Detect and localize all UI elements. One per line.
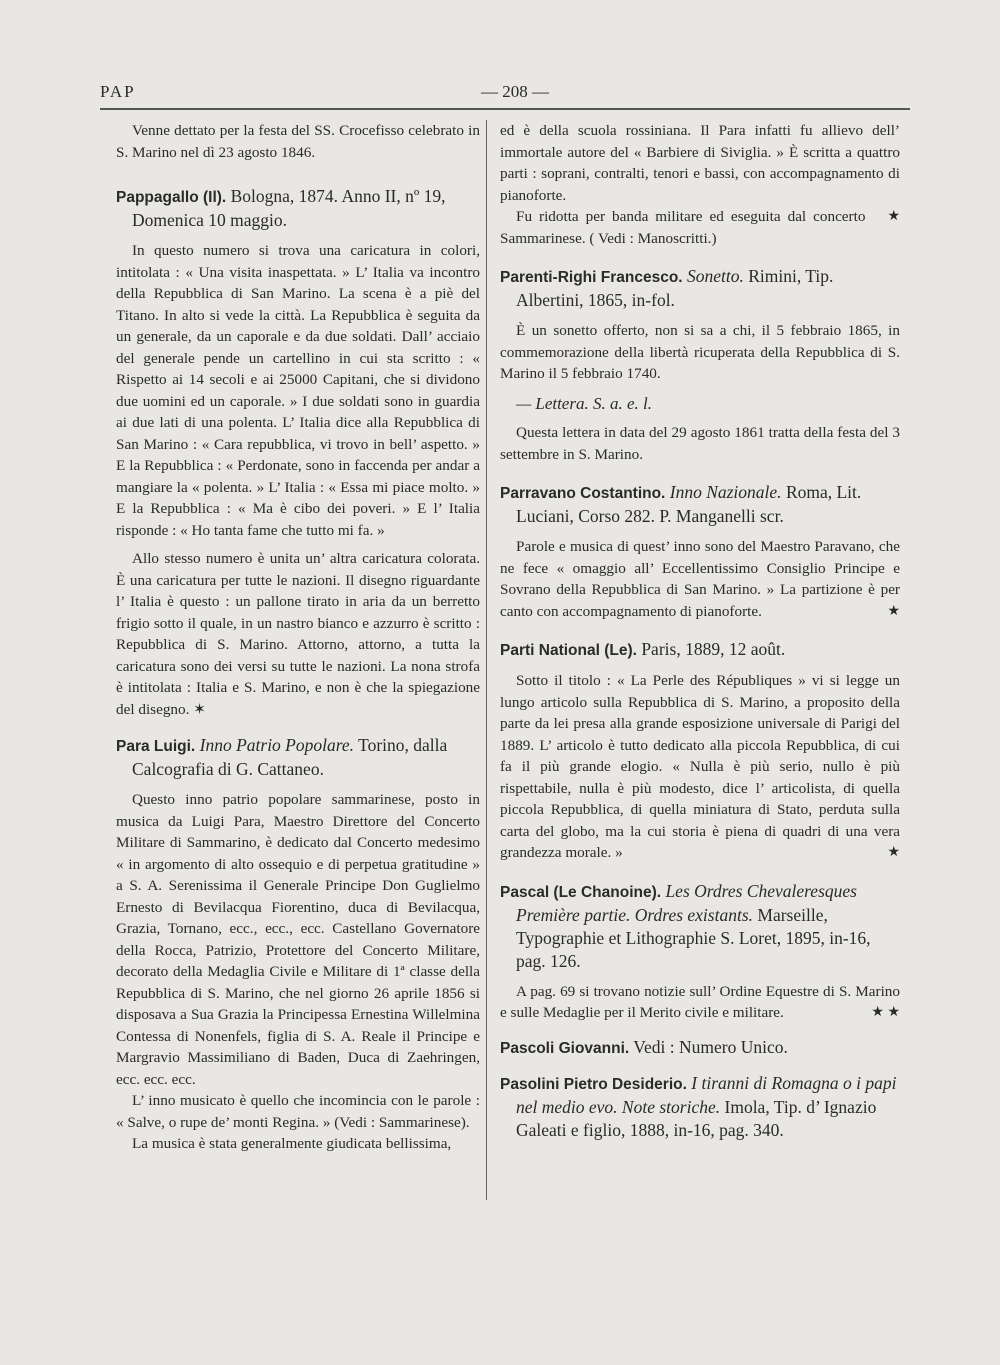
entry-pappagallo [116,185,480,720]
continued-paragraph: ed è della scuola rossiniana. Il Para infatti fu allievo dell’ immortale autore del « Barbiere di Siviglia. » È scritta a quattro parti : soprani, contralti, tenori e bassi, con accompagnamento di pianoforte. [500,122,900,204]
entry-name: Pascal (Le Chanoine). [500,883,662,901]
entry-heading [500,880,900,973]
paragraph: A pag. 69 si trovano notizie sull’ Ordine Equestre di S. Marino e sulle Medaglie per il Merito civile e militare. ★ ★ [500,981,900,1024]
entry-name: Pascoli Giovanni. [500,1039,630,1057]
entry-title: Paris, 1889, 12 août. [641,639,786,659]
entry-parenti-righi [500,265,900,465]
entry-name: Parravano Costantino. [500,485,666,502]
entry-title-italic: Inno Nazionale. [669,482,782,502]
entry-body [500,536,900,622]
entry-title: Marseille, Typographie et Lithographie S. Loret, 1895, in-16, pag. 126. [516,904,871,971]
paragraph: Sotto il titolo : « La Perle des Républiques » vi si legge un lungo articolo sulla Repubblica di S. Marino, a proposito della parte da lei presa alla grande esposizione universale di Parigi del 1889. L’ articolo è tutto dedicato alla piccola Repubblica, di cui fa il più grande elogio. « Nulla è più serio, nullo è più rispettabile, nulla è più modesto, dice l’ articolista, di quella piccola Repubblica, di quella miniatura di Stato, perduta sulla carta del globo, ma la cui storia è piena di quadri di una vera grandezza morale. » ★ [500,670,900,864]
entry-para-luigi [116,734,480,1155]
entry-heading [500,265,900,312]
entry-title: Bologna, 1874. Anno II, nº 19, Domenica 10 maggio. [132,186,446,230]
right-column [500,120,900,1142]
entry-title: Imola, Tip. d’ Ignazio Galeati e figlio, 1888, in-16, pag. 340. [516,1096,877,1140]
star-mark: ★ [887,845,900,860]
entry-pasolini [500,1072,900,1142]
entry-title: Vedi : Numero Unico. [633,1036,788,1057]
asterisk-mark: ✶ [193,700,206,718]
paragraph: Allo stesso numero è unita un’ altra caricatura colorata. È una caricatura per tutte le nazioni. Il disegno riguardante l’ Italia è questo : un pallone tirato in aria da un berretto frigio sotto il quale, in un nastro bianco e azzurro è scritto : Repubblica di S. Marino. Attorno, attorno, a tutta la caricatura sono dei versi su tutte le nazioni. La nona strofa è intitolata : Italia e S. Marino, e non è che la spiegazione del disegno. ✶ [116,550,480,718]
page-number: — 208 — [481,82,549,101]
sub-entry: — Lettera. S. a. e. l. [516,393,652,413]
intro-paragraph: Venne dettato per la festa del SS. Crocefisso celebrato in S. Marino nel dì 23 agosto 1846. [116,122,480,161]
entry-title: Roma, Lit. Luciani, Corso 282. P. Manganelli scr. [516,482,862,526]
paragraph: Parole e musica di quest’ inno sono del Maestro Paravano, che ne fece « omaggio all’ Eccellentissimo Consiglio Principe e Sovrano della Repubblica di San Marino. » La partizione è per canto con accompagnamento di pianoforte. ★ [500,536,900,622]
paragraph: Questo inno patrio popolare sammarinese, posto in musica da Luigi Para, Maestro Direttore del Concerto Militare di Sammarino, è dedicato dal Concerto medesimo « in argomento di alto ossequio e di perpetua gratitudine » a S. A. Serenissima il Generale Principe Don Guglielmo Ernesto di Bevilacqua Fiorentino, duca di Bevilacqua, Grazia, Tornano, ecc., ecc., ecc. Castellano Governatore della Rocca, Patrizio, Protettore del Concerto Militare, decorato della Medaglia Civile e Militare di 1ª classe della Repubblica di S. Marino, che nel giorno 26 aprile 1856 si disposava a Sua Grazia la Principessa Ernestina Willelmina Contessa di Nonenfels, figlia di S. A. Reale il Principe e Margravio Massimiliano di Baden, Duca di Zaehringen, ecc. ecc. ecc. [116,791,480,1088]
entry-body [500,670,900,864]
entry-title: Rimini, Tip. Albertini, 1865, in-fol. [516,266,834,310]
entry-heading [500,1036,900,1060]
entry-title-italic: Les Ordres Chevaleresques Première partie. Ordres existants. [516,880,857,925]
entry-name: Pasolini Pietro Desiderio. [500,1075,687,1093]
entry-body [500,320,900,465]
entry-title-italic: I tiranni di Romagna o i papi nel medio evo. Note storiche. [516,1072,897,1117]
entry-heading [116,734,480,781]
star-mark: ★ [887,209,900,224]
entry-heading [500,1072,900,1142]
paragraph: La musica è stata generalmente giudicata bellissima, [132,1135,452,1152]
star-mark: ★ [887,603,900,619]
entry-body [116,789,480,1155]
entry-heading [500,481,900,528]
running-header [100,82,910,106]
paragraph: È un sonetto offerto, non si sa a chi, il 5 febbraio 1865, in commemorazione della libertà ricuperata della Repubblica di S. Marino il 5 febbraio 1740. [500,322,900,382]
star-mark: ★ ★ [871,1005,900,1020]
entry-title: Torino, dalla Calcografia di G. Cattaneo. [132,735,448,779]
entry-title-italic: Inno Patrio Popolare. [199,735,355,755]
header-section-label: PAP [100,82,136,101]
column-divider [486,120,487,1200]
paragraph: ★ Fu ridotta per banda militare ed eseguita dal concerto Sammarinese. ( Vedi : Manoscritti.) [500,208,900,247]
left-column [116,120,480,1155]
entry-body [116,240,480,720]
entry-body [500,981,900,1024]
entry-name: Parti National (Le). [500,642,637,659]
entry-heading [116,185,480,232]
entry-name: Para Luigi. [116,738,196,755]
paragraph: L’ inno musicato è quello che incomincia con le parole : « Salve, o rupe de’ monti Regina. » (Vedi : Sammarinese). [116,1092,480,1131]
paragraph: Questa lettera in data del 29 agosto 1861 tratta della festa del 3 settembre in S. Marino. [500,424,900,463]
paragraph: In questo numero si trova una caricatura in colori, intitolata : « Una visita inaspettata. » L’ Italia va incontro della Repubblica di San Marino. La scena è a piè del Titano. In alto si vede la città. La Repubblica è seguita da un generale, da un caporale e da due soldati. Dall’ acciaio del generale pende un cartellino in cui sta scritto : « Rispetto ai 14 secoli e ai 25000 Capitani, che si dividono due uomini ed un caporale. » I due soldati sono in guardia ai due lati di una polenta. L’ Italia dice alla Repubblica di San Marino : « Cara repubblica, vi trovo in bell’ aspetto. » E la Repubblica : « Perdonate, sono in faccenda per andar a mangiare la « polenta. » L’ Italia : « Essa mi piace molto. » E la Repubblica : « Ma è cibo dei poveri. » E l’ Italia risponde : « Ho tanta fame che tutto mi fa. » [116,242,480,539]
entry-parravano [500,481,900,622]
entry-pascoli [500,1036,900,1060]
entry-parti-national [500,638,900,864]
entry-pascal [500,880,900,1024]
entry-name: Parenti-Righi Francesco. [500,269,683,286]
entry-heading [500,638,900,662]
header-rule [100,108,910,110]
entry-name: Pappagallo (Il). [116,189,227,206]
entry-title-italic: Sonetto. [686,266,744,286]
